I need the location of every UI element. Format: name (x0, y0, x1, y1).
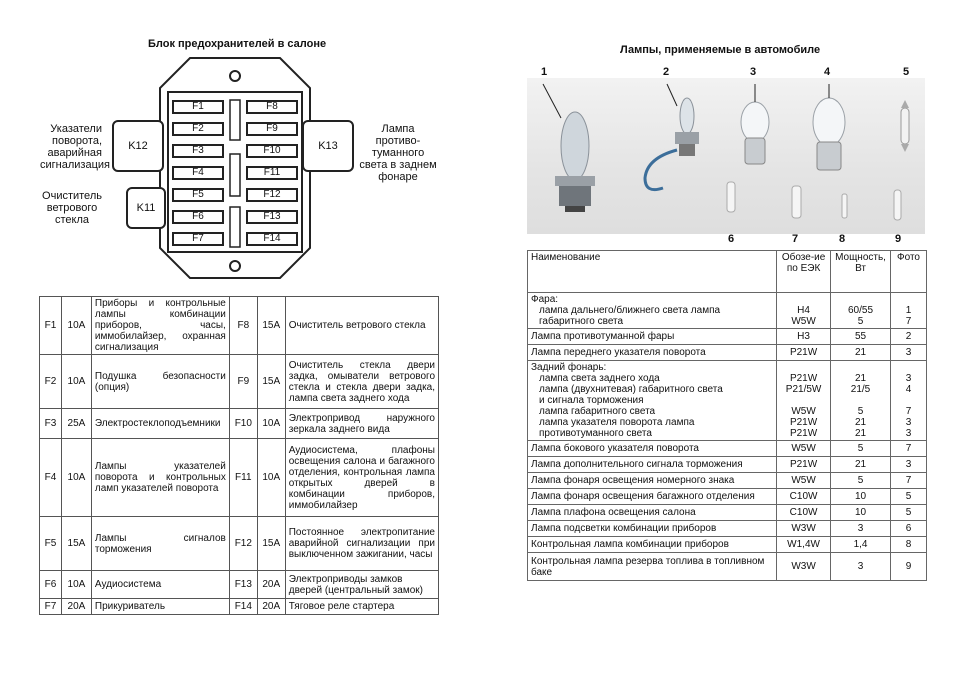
callout-k12: Указатели поворота, аварийная сигнализация (40, 123, 110, 171)
table-row: Задний фонарь: лампа света заднего хода лампа (двухнитевая) габаритного света и сигнала торможения лампа габаритного света лампа указателя поворота лампа противотуманного света P21W P21/5W W5W P21W P21W 21 21/5 5 21 21 3 4 7 3 3 (528, 361, 927, 441)
lamp-table (527, 250, 927, 581)
table-row: F5 15А Лампы сигналов торможения F12 15А Постоянное электропитание аварийной сигнализации при выключенном зажигании, часы (40, 517, 439, 571)
lamp-h4-image (543, 84, 595, 212)
lamp-p21w-image (741, 84, 769, 164)
table-row: F4 10А Лампы указателей поворота и контрольных ламп указателей поворота F11 10А Аудиосистема, плафоны освещения салона и багажного отделения, контрольная лампа открытых дверей в комбинации приборов, иммобилайзер (40, 439, 439, 517)
lamp-w5w-image (792, 186, 801, 218)
fuse-box-title: Блок предохранителей в салоне (148, 38, 327, 50)
photo-number: 6 (728, 233, 735, 245)
callout-k13: Лампа противо- туманного света в заднем фонаре (359, 123, 437, 183)
lamp-w3w-b-image (894, 190, 901, 220)
table-row: F3 25А Электростеклоподъемники F10 10А Электропривод наружного зеркала заднего вида (40, 409, 439, 439)
relay-k11: K11 (126, 187, 166, 229)
photo-number: 8 (839, 233, 846, 245)
fuse-f1: F1 (172, 100, 224, 114)
photo-number: 2 (663, 66, 670, 78)
lamp-h3-image (645, 84, 699, 190)
fuse-f10: F10 (246, 144, 298, 158)
lamps-title: Лампы, применяемые в автомобиле (620, 44, 821, 56)
fuse-f14: F14 (246, 232, 298, 246)
fuse-table (39, 296, 439, 615)
lamp-w14w-image (842, 194, 847, 218)
fuse-f3: F3 (172, 144, 224, 158)
photo-number: 1 (541, 66, 548, 78)
photo-number: 3 (750, 66, 757, 78)
table-row: F7 20А Прикуриватель F14 20А Тяговое реле стартера (40, 599, 439, 615)
relay-k13: K13 (302, 120, 354, 172)
table-row: F2 10А Подушка безопасности (опция) F9 15А Очиститель стекла двери задка, омыватели ветрового стекла и стекла двери задка, лампа света заднего хода (40, 355, 439, 409)
fuse-f5: F5 (172, 188, 224, 202)
lamp-w3w-image (727, 182, 735, 212)
photo-number: 5 (903, 66, 910, 78)
fuse-f4: F4 (172, 166, 224, 180)
table-row: Лампа фонаря освещения номерного знака W5W 5 7 (528, 473, 927, 489)
table-row: F1 10А Приборы и контрольные лампы комбинации приборов, часы, иммобилайзер, охранная сигнализация F8 15А Очиститель ветрового стекла (40, 297, 439, 355)
table-row: F6 10А Аудиосистема F13 20А Электроприводы замков дверей (центральный замок) (40, 571, 439, 599)
table-row: Лампа дополнительного сигнала торможения P21W 21 3 (528, 457, 927, 473)
table-row: Лампа подсветки комбинации приборов W3W 3 6 (528, 521, 927, 537)
photo-number: 9 (895, 233, 902, 245)
table-row: Контрольная лампа резерва топлива в топливном баке W3W 3 9 (528, 553, 927, 581)
lamps-photo (527, 78, 925, 234)
lamps-illustration (527, 78, 925, 234)
table-row: Контрольная лампа комбинации приборов W1,4W 1,4 8 (528, 537, 927, 553)
relay-k12: K12 (112, 120, 164, 172)
table-row: Лампа бокового указателя поворота W5W 5 7 (528, 441, 927, 457)
fuse-f8: F8 (246, 100, 298, 114)
table-row: Фара: лампа дальнего/ближнего света лампа габаритного света H4 W5W 60/55 5 1 7 (528, 293, 927, 329)
fuse-f7: F7 (172, 232, 224, 246)
fuse-f13: F13 (246, 210, 298, 224)
table-row: Лампа фонаря освещения багажного отделения C10W 10 5 (528, 489, 927, 505)
callout-k11: Очиститель ветрового стекла (42, 190, 102, 226)
photo-number: 4 (824, 66, 831, 78)
lamp-p21-5w-image (813, 84, 845, 170)
table-row: Лампа плафона освещения салона C10W 10 5 (528, 505, 927, 521)
fuse-f6: F6 (172, 210, 224, 224)
photo-number: 7 (792, 233, 799, 245)
lamp-c10w-image (901, 100, 909, 152)
fuse-f2: F2 (172, 122, 224, 136)
fuse-f9: F9 (246, 122, 298, 136)
table-row: Лампа противотуманной фары H3 55 2 (528, 329, 927, 345)
fuse-f12: F12 (246, 188, 298, 202)
fuse-f11: F11 (246, 166, 298, 180)
table-header: Наименование Обозе-ие по ЕЭК Мощность, Вт Фото (528, 251, 927, 293)
table-row: Лампа переднего указателя поворота P21W 21 3 (528, 345, 927, 361)
